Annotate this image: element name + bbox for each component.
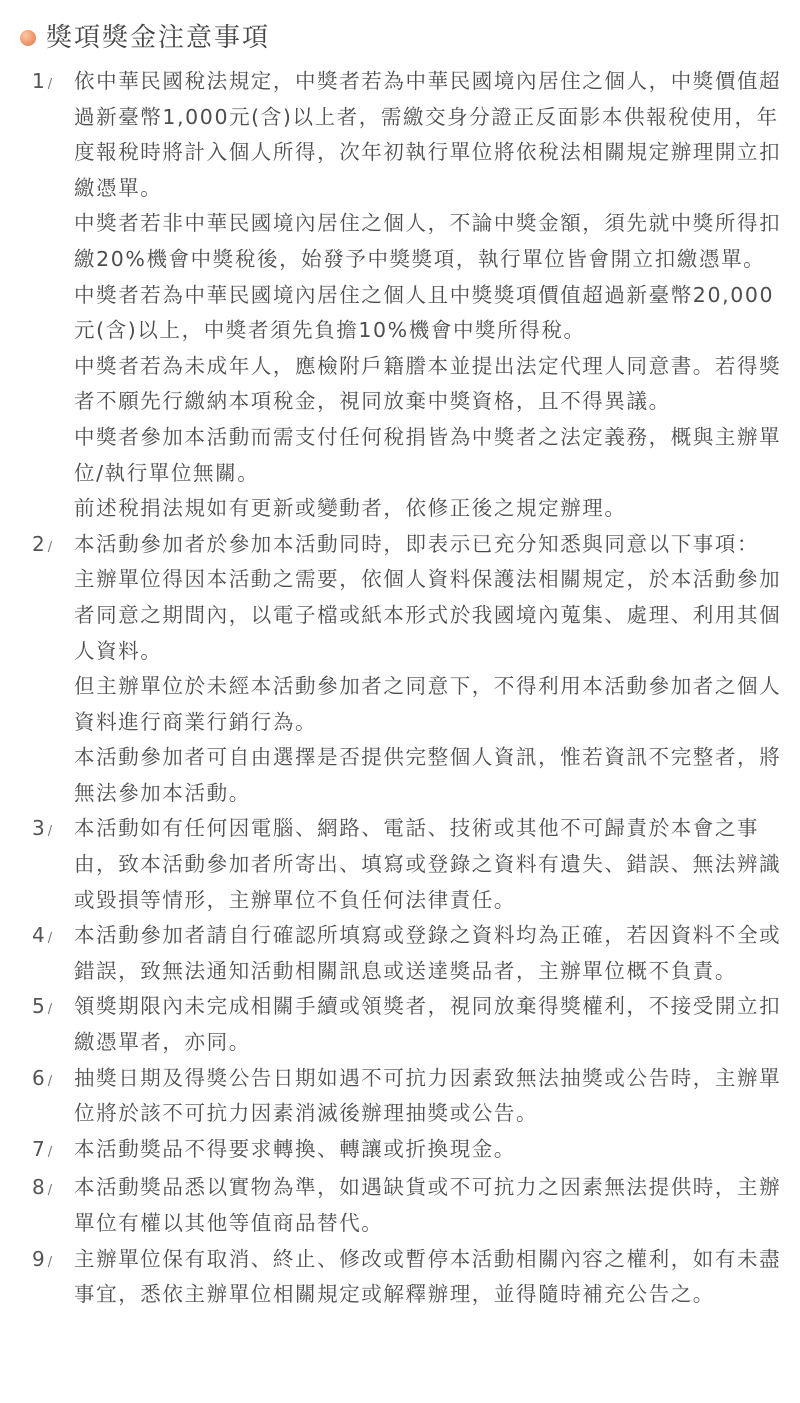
item-paragraph: 中獎者若為未成年人，應檢附戶籍謄本並提出法定代理人同意書。若得獎者不願先行繳納本項稅金，視同放棄中獎資格，且不得異議。 xyxy=(74,353,782,414)
item-number-value: 4 xyxy=(32,923,45,948)
item-number xyxy=(28,1132,74,1171)
item-number xyxy=(28,918,74,957)
item-paragraph: 本活動參加者請自行確認所填寫或登錄之資料均為正確，若因資料不全或錯誤，致無法通知活動相關訊息或送達獎品者，主辦單位概不負責。 xyxy=(74,923,782,983)
item-paragraph: 前述稅捐法規如有更新或變動者，依修正後之規定辦理。 xyxy=(74,496,627,521)
item-number-value: 3 xyxy=(32,816,45,841)
item-paragraph: 但主辦單位於未經本活動參加者之同意下，不得利用本活動參加者之個人資料進行商業行銷行為。 xyxy=(74,674,782,734)
item-body xyxy=(74,1170,788,1241)
item-number-value: 2 xyxy=(32,531,45,556)
item-number-separator: / xyxy=(47,931,53,947)
item-paragraph: 依中華民國稅法規定，中獎者若為中華民國境內居住之個人，中獎價值超過新臺幣1,000元(含)以上者，需繳交身分證正反面影本供報稅使用，年度報稅時將計入個人所得，次年初執行單位將依稅法相關規定辦理開立扣繳憑單。 xyxy=(74,69,782,200)
item-number xyxy=(28,1170,74,1209)
list-item xyxy=(28,1061,788,1132)
item-number-separator: / xyxy=(47,824,53,840)
item-paragraph: 中獎者參加本活動而需支付任何稅捐皆為中獎者之法定義務，概與主辦單位/執行單位無關。 xyxy=(74,424,782,485)
item-body xyxy=(74,1061,788,1132)
item-body xyxy=(74,64,788,527)
item-number-separator: / xyxy=(47,1144,53,1160)
item-number-value: 1 xyxy=(32,69,45,93)
item-number-separator: / xyxy=(47,539,53,555)
item-number xyxy=(28,1242,74,1281)
item-paragraph: 本活動獎品悉以實物為準，如遇缺貨或不可抗力之因素無法提供時，主辦單位有權以其他等值商品替代。 xyxy=(74,1175,782,1235)
list-item xyxy=(28,1242,788,1313)
item-body xyxy=(74,989,788,1060)
item-number-separator: / xyxy=(47,1183,53,1199)
item-paragraph: 本活動獎品不得要求轉換、轉讓或折換現金。 xyxy=(74,1136,516,1161)
item-paragraph: 領獎期限內未完成相關手續或領獎者，視同放棄得獎權利，不接受開立扣繳憑單者，亦同。 xyxy=(74,994,782,1055)
item-number xyxy=(28,811,74,850)
item-paragraph: 抽獎日期及得獎公告日期如遇不可抗力因素致無法抽獎或公告時，主辦單位將於該不可抗力因素消滅後辦理抽獎或公告。 xyxy=(74,1065,782,1126)
item-number xyxy=(28,527,74,566)
item-number-separator: / xyxy=(47,1254,53,1270)
item-paragraph: 主辦單位得因本活動之需要，依個人資料保護法相關規定，於本活動參加者同意之期間內，以電子檔或紙本形式於我國境內蒐集、處理、利用其個人資料。 xyxy=(74,567,782,663)
item-number-separator: / xyxy=(47,1073,53,1089)
item-number-separator: / xyxy=(47,1002,53,1018)
list-item xyxy=(28,989,788,1060)
item-paragraph: 本活動如有任何因電腦、網路、電話、技術或其他不可歸責於本會之事由，致本活動參加者所寄出、填寫或登錄之資料有遺失、錯誤、無法辨識或毀損等情形，主辦單位不負任何法律責任。 xyxy=(74,816,782,912)
item-paragraph: 主辦單位保有取消、終止、修改或暫停本活動相關內容之權利，如有未盡事宜，悉依主辦單位相關規定或解釋辦理，並得隨時補充公告之。 xyxy=(74,1246,782,1307)
item-number xyxy=(28,64,74,103)
item-paragraph: 本活動參加者可自由選擇是否提供完整個人資訊，惟若資訊不完整者，將無法參加本活動。 xyxy=(74,745,782,805)
item-number xyxy=(28,989,74,1028)
list-item xyxy=(28,1170,788,1241)
item-number-value: 8 xyxy=(32,1175,45,1200)
item-number-value: 5 xyxy=(32,994,45,1019)
bullet-dot-icon xyxy=(20,30,36,46)
item-number-value: 7 xyxy=(32,1136,45,1161)
item-body xyxy=(74,1132,788,1168)
item-body xyxy=(74,918,788,989)
item-body xyxy=(74,1242,788,1313)
item-body xyxy=(74,527,788,812)
item-number-value: 6 xyxy=(32,1065,45,1090)
item-body xyxy=(74,811,788,918)
list-item xyxy=(28,1132,788,1171)
list-item xyxy=(28,527,788,812)
item-number xyxy=(28,1061,74,1100)
page-title: 獎項獎金注意事項 xyxy=(46,23,271,53)
item-number-value: 9 xyxy=(32,1246,45,1271)
item-paragraph: 中獎者若為中華民國境內居住之個人且中獎獎項價值超過新臺幣20,000 元(含)以上，中獎者須先負擔10%機會中獎所得稅。 xyxy=(74,282,775,343)
list-item xyxy=(28,811,788,918)
list-item xyxy=(28,64,788,527)
notice-list xyxy=(28,64,788,1313)
item-number-separator: / xyxy=(47,77,53,92)
item-paragraph: 中獎者若非中華民國境內居住之個人，不論中獎金額，須先就中獎所得扣繳20%機會中獎稅後，始發予中獎獎項，執行單位皆會開立扣繳憑單。 xyxy=(74,211,782,271)
item-paragraph: 本活動參加者於參加本活動同時，即表示已充分知悉與同意以下事項： xyxy=(74,531,760,556)
list-item xyxy=(28,918,788,989)
section-header xyxy=(20,18,270,58)
